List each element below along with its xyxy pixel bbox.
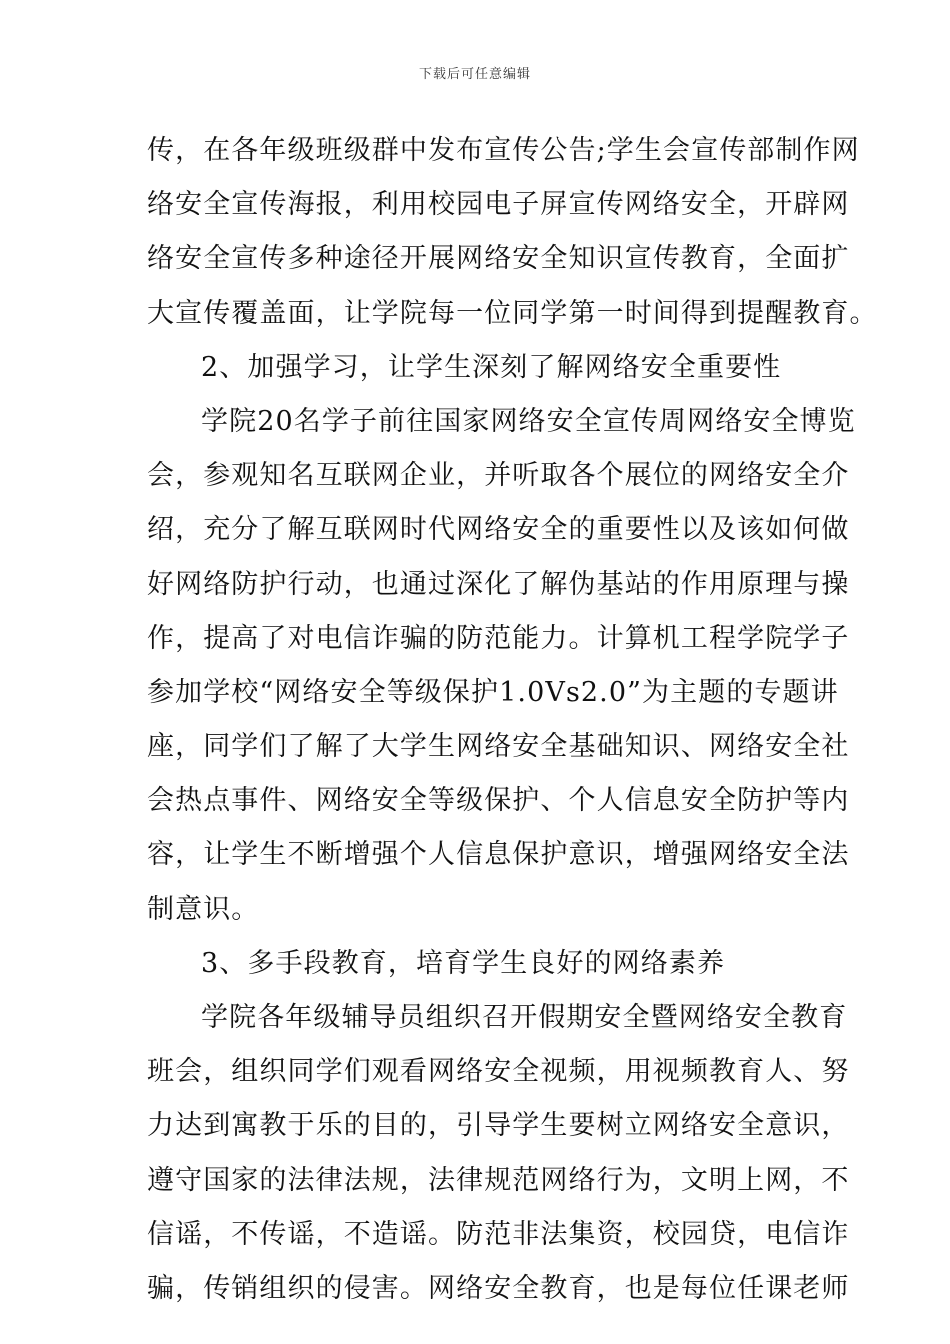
text-line: 作，提高了对电信诈骗的防范能力。计算机工程学院学子 [147, 622, 850, 654]
text-line: 信谣，不传谣，不造谣。防范非法集资，校园贷，电信诈 [147, 1218, 850, 1250]
heading-line: 2、加强学习，让学生深刻了解网络安全重要性 [201, 351, 782, 383]
section-heading-3 [147, 941, 809, 995]
text-line: 座，同学们了解了大学生网络安全基础知识、网络安全社 [147, 731, 850, 763]
text-line: 会，参观知名互联网企业，并听取各个展位的网络安全介 [147, 460, 850, 492]
paragraph-2 [147, 399, 856, 941]
text-line: 学院20名学子前往国家网络安全宣传周网络安全博览 [201, 405, 856, 437]
text-line: 络安全宣传海报，利用校园电子屏宣传网络安全，开辟网 [147, 189, 850, 221]
text-line: 班会，组织同学们观看网络安全视频，用视频教育人、努 [147, 1056, 850, 1088]
text-line: 会热点事件、网络安全等级保护、个人信息安全防护等内 [147, 785, 850, 817]
text-line: 绍，充分了解互联网时代网络安全的重要性以及该如何做 [147, 514, 850, 546]
text-line: 学院各年级辅导员组织召开假期安全暨网络安全教育 [201, 1002, 848, 1033]
text-line: 传，在各年级班级群中发布宣传公告;学生会宣传部制作网 [147, 135, 860, 166]
text-line: 容，让学生不断增强个人信息保护意识，增强网络安全法 [147, 839, 850, 871]
document-body [147, 128, 878, 1320]
text-line: 好网络防护行动，也通过深化了解伪基站的作用原理与操 [147, 568, 850, 600]
text-line: 遵守国家的法律法规，法律规范网络行为，文明上网，不 [147, 1164, 850, 1196]
text-line: 络安全宣传多种途径开展网络安全知识宣传教育，全面扩 [147, 243, 850, 275]
page-header: 下载后可任意编辑 [418, 67, 531, 82]
text-line: 参加学校“网络安全等级保护1.0Vs2.0”为主题的专题讲 [147, 676, 839, 708]
text-line: 力达到寓教于乐的目的，引导学生要树立网络安全意识， [147, 1110, 850, 1142]
text-line: 制意识。 [147, 893, 260, 925]
text-line: 大宣传覆盖面，让学院每一位同学第一时间得到提醒教育。 [147, 297, 878, 329]
paragraph-1 [147, 128, 878, 345]
section-heading-2 [147, 345, 809, 399]
text-line: 骗，传销组织的侵害。网络安全教育，也是每位任课老师 [147, 1272, 850, 1304]
heading-line: 3、多手段教育，培育学生良好的网络素养 [201, 947, 726, 979]
paragraph-3 [147, 995, 850, 1320]
